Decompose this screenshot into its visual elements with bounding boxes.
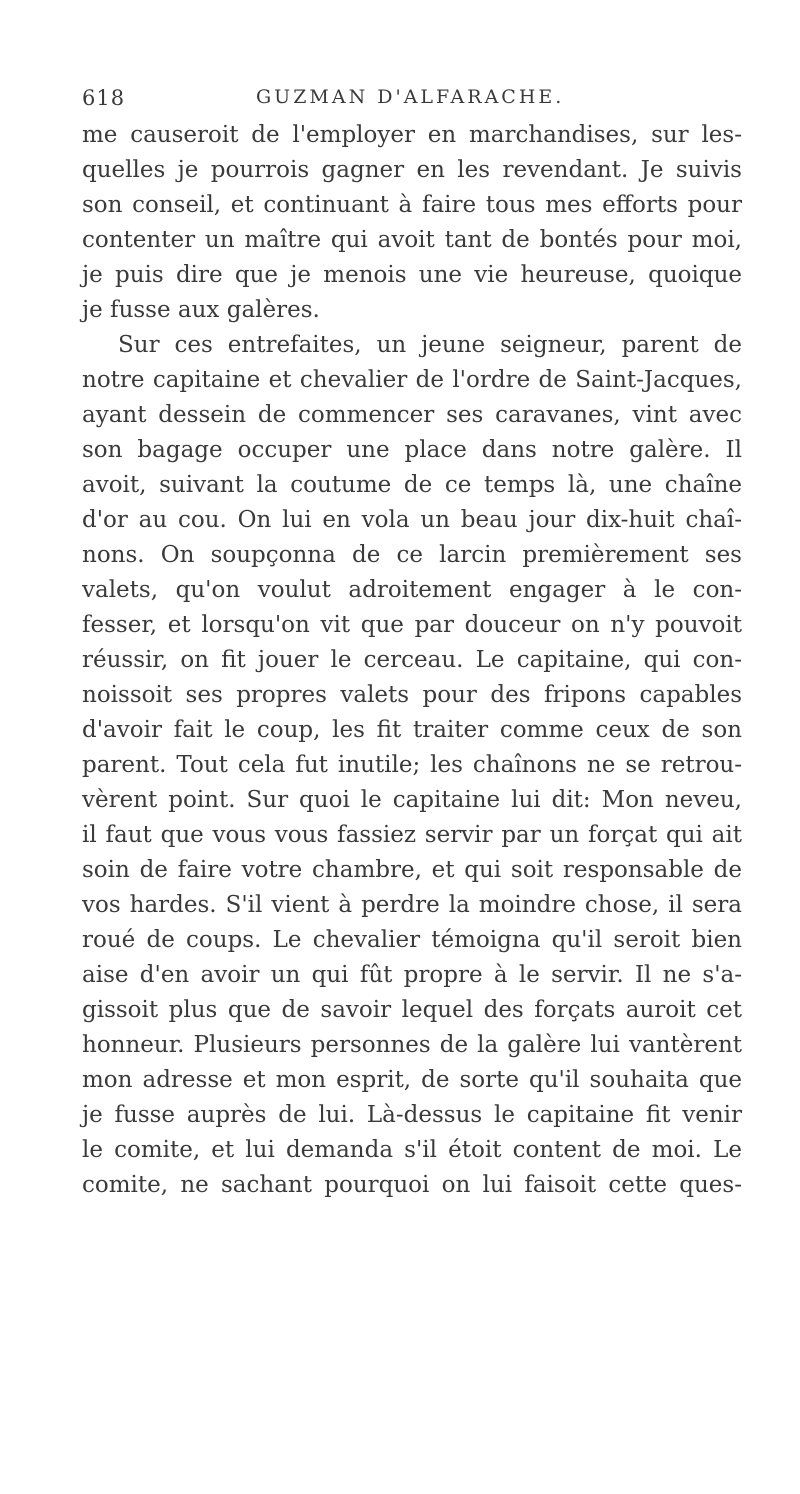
body-text xyxy=(82,118,742,1203)
text-line: son conseil, et continuant à faire tous mes efforts pour xyxy=(82,192,742,218)
text-line: notre capitaine et chevalier de l'ordre de Saint-Jacques, xyxy=(82,367,742,393)
text-line: me causeroit de l'employer en marchandises, sur les- xyxy=(82,122,742,148)
text-line: comite, ne sachant pourquoi on lui faisoit cette ques- xyxy=(82,1172,742,1198)
text-line: je fusse aux galères. xyxy=(82,297,320,323)
text-line: il faut que vous vous fassiez servir par un forçat qui ait xyxy=(82,822,742,848)
text-line: fesser, et lorsqu'on vit que par douceur on n'y pouvoit xyxy=(82,612,742,638)
text-line: gissoit plus que de savoir lequel des forçats auroit cet xyxy=(82,997,742,1023)
paragraph-start-line: Sur ces entrefaites, un jeune seigneur, parent de xyxy=(118,332,742,358)
text-line: d'or au cou. On lui en vola un beau jour dix-huit chaî- xyxy=(82,507,742,533)
running-title: GUZMAN D'ALFARACHE. xyxy=(256,86,565,108)
running-head xyxy=(82,86,742,116)
text-line: soin de faire votre chambre, et qui soit responsable de xyxy=(82,857,742,883)
text-line: d'avoir fait le coup, les fit traiter comme ceux de son xyxy=(82,717,742,743)
text-line: avoit, suivant la coutume de ce temps là, une chaîne xyxy=(82,472,742,498)
text-line: parent. Tout cela fut inutile; les chaînons ne se retrou- xyxy=(82,752,742,778)
text-line: nons. On soupçonna de ce larcin premièrement ses xyxy=(82,542,742,568)
text-line: je puis dire que je menois une vie heureuse, quoique xyxy=(82,262,742,288)
text-line: honneur. Plusieurs personnes de la galère lui vantèrent xyxy=(82,1032,742,1058)
text-line: contenter un maître qui avoit tant de bontés pour moi, xyxy=(82,227,742,253)
text-line: vèrent point. Sur quoi le capitaine lui dit: Mon neveu, xyxy=(82,787,742,813)
text-line: noissoit ses propres valets pour des fripons capables xyxy=(82,682,742,708)
text-line: roué de coups. Le chevalier témoigna qu'il seroit bien xyxy=(82,927,742,953)
page-number: 618 xyxy=(82,86,126,110)
text-line: réussir, on fit jouer le cerceau. Le capitaine, qui con- xyxy=(82,647,742,673)
text-line: le comite, et lui demanda s'il étoit content de moi. Le xyxy=(82,1137,742,1163)
text-line: quelles je pourrois gagner en les revendant. Je suivis xyxy=(82,157,742,183)
text-line: ayant dessein de commencer ses caravanes, vint avec xyxy=(82,402,742,428)
text-line: son bagage occuper une place dans notre galère. Il xyxy=(82,437,742,463)
text-line: mon adresse et mon esprit, de sorte qu'il souhaita que xyxy=(82,1067,742,1093)
text-line: vos hardes. S'il vient à perdre la moindre chose, il sera xyxy=(82,892,742,918)
text-line: valets, qu'on voulut adroitement engager à le con- xyxy=(82,577,742,603)
text-line: aise d'en avoir un qui fût propre à le servir. Il ne s'a- xyxy=(82,962,742,988)
text-line: je fusse auprès de lui. Là-dessus le capitaine fit venir xyxy=(82,1102,742,1128)
